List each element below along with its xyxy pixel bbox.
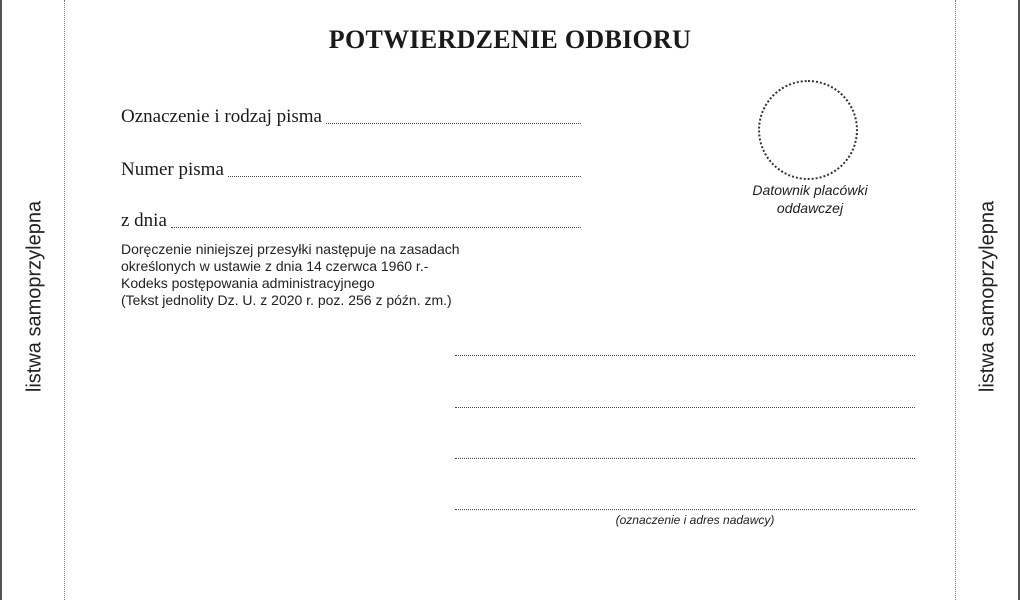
sender-address-caption: (oznaczenie i adres nadawcy)	[615, 513, 775, 527]
field-numer-line	[228, 175, 581, 177]
legal-notice-line: Doręczenie niniejszej przesyłki następuje na zasadach	[121, 241, 460, 257]
field-z-dnia-line	[171, 226, 581, 228]
side-label-right: listwa samoprzylepna	[976, 200, 999, 393]
sender-address-line	[455, 509, 915, 510]
left-perforation-line	[64, 0, 65, 600]
side-label-left: listwa samoprzylepna	[23, 200, 46, 393]
field-z-dnia	[121, 210, 581, 232]
field-oznaczenie-label: Oznaczenie i rodzaj pisma	[121, 106, 322, 127]
sender-address-line	[455, 355, 915, 356]
field-numer-label: Numer pisma	[121, 159, 224, 180]
postmark-caption	[730, 181, 890, 217]
field-numer	[121, 159, 581, 181]
left-edge-line	[0, 0, 2, 600]
right-perforation-line	[955, 0, 956, 600]
field-oznaczenie	[121, 106, 581, 128]
legal-notice-line: (Tekst jednolity Dz. U. z 2020 r. poz. 256 z późn. zm.)	[121, 292, 452, 308]
sender-address-line	[455, 458, 915, 459]
postmark-caption-line: Datownik placówki	[752, 182, 868, 198]
field-z-dnia-label: z dnia	[121, 210, 167, 231]
legal-notice	[121, 241, 541, 309]
postmark-caption-line: oddawczej	[776, 200, 844, 216]
postmark-circle	[758, 80, 858, 180]
sender-address-line	[455, 407, 915, 408]
legal-notice-line: określonych w ustawie z dnia 14 czerwca 1960 r.-	[121, 258, 429, 274]
form-title: POTWIERDZENIE ODBIORU	[328, 25, 692, 54]
field-oznaczenie-line	[326, 122, 581, 124]
legal-notice-line: Kodeks postępowania administracyjnego	[121, 275, 375, 291]
